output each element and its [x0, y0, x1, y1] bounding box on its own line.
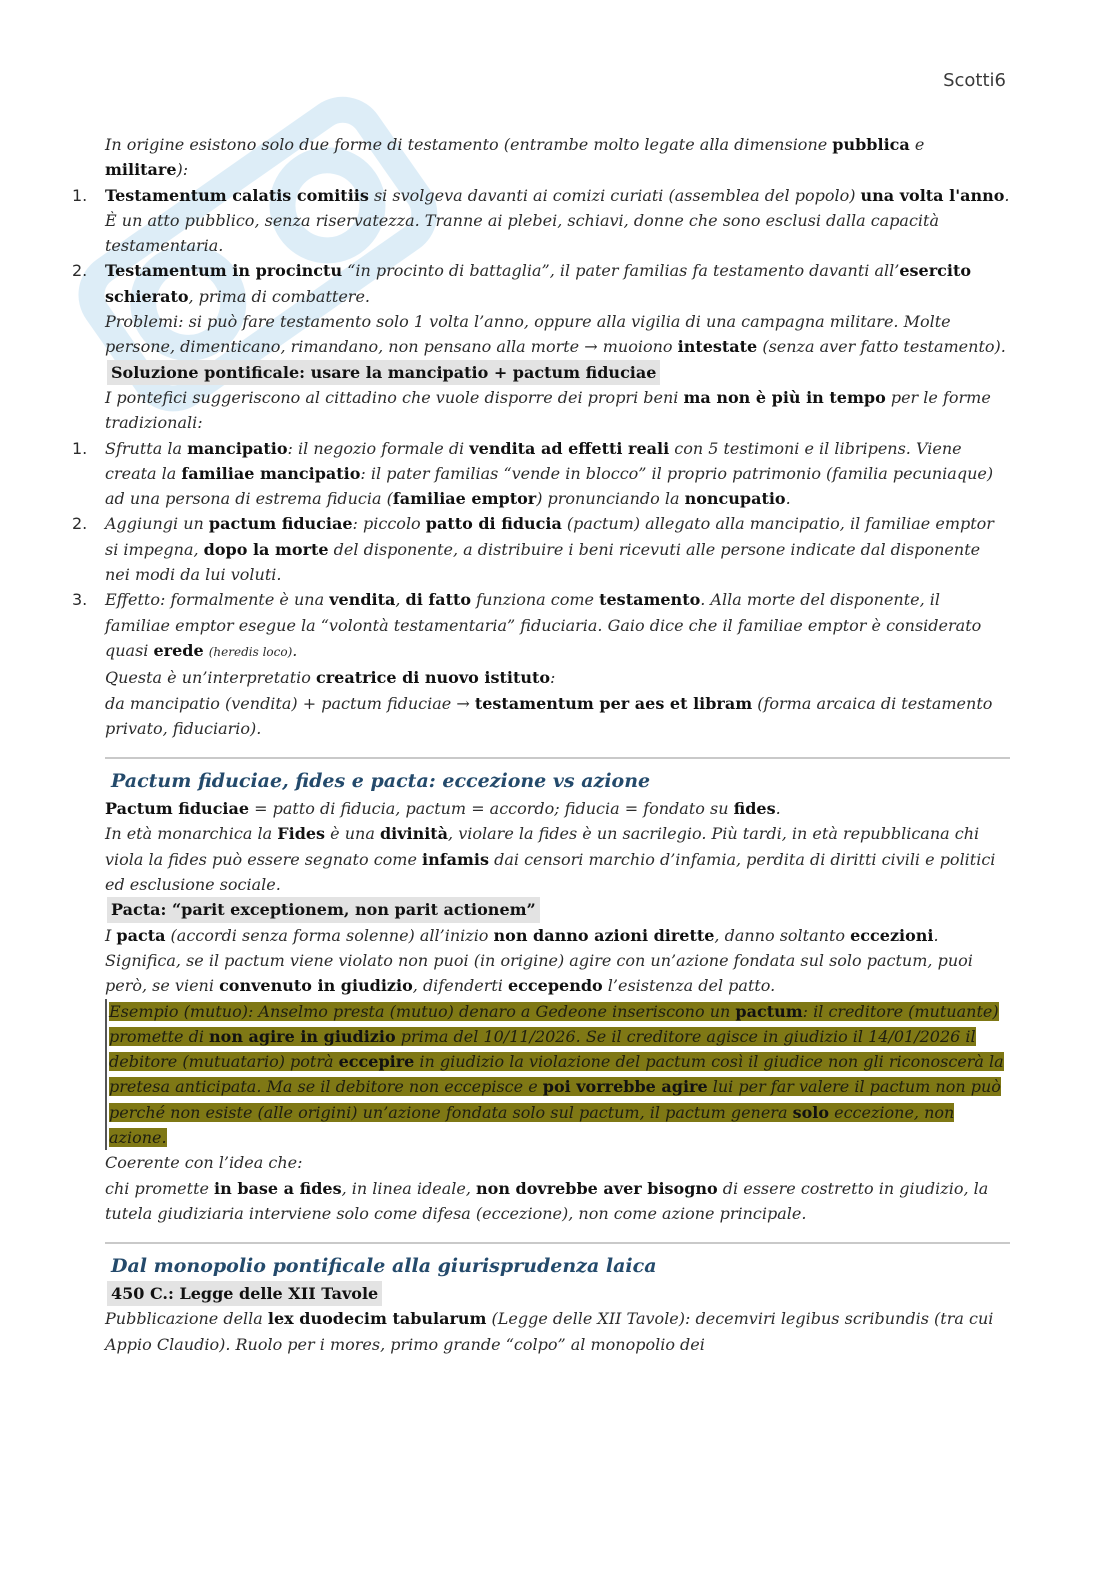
pacta-paragraph: I pacta (accordi senza forma solenne) all’inizio non danno azioni dirette, danno soltanto eccezioni. Significa, se il pactum viene violato non puoi (in origine) agire con un’azione fondata sul solo pactum, puoi però, se vieni convenuto in giudizio, difenderti eccependo l’esistenza del patto.: [105, 925, 973, 996]
list-item: 1. Sfrutta la mancipatio: il negozio formale di vendita ad effetti reali con 5 testimoni e il libripens. Viene creata la familiae mancipatio: il pater familias “vende in blocco” il proprio patrimonio (familia pecuniaque) ad una persona di estrema fiducia (familiae emptor) pronunciando la noncupatio.: [72, 438, 994, 509]
author-label: Scotti6: [943, 70, 1006, 91]
pactum-paragraph: Pactum fiduciae = patto di fiducia, pactum = accordo; fiducia = fondato su fides.: [105, 799, 781, 819]
list-item: 2. Testamentum in procinctu “in procinto di battaglia”, il pater familias fa testamento davanti all’esercito schierato, prima di combattere.: [72, 261, 972, 306]
document-body: [72, 132, 1010, 1357]
section-subheading: Pacta: “parit exceptionem, non parit actionem”: [105, 897, 1010, 922]
list-item: 2. Aggiungi un pactum fiduciae: piccolo patto di fiducia (pactum) allegato alla mancipatio, il familiae emptor si impegna, dopo la morte del disponente, a distribuire i beni ricevuti alle persone indicate dal disponente nei modi da lui voluti.: [72, 514, 994, 585]
section-subheading: Soluzione pontificale: usare la mancipatio + pactum fiduciae: [105, 360, 1010, 385]
highlighted-example: Esempio (mutuo): Anselmo presta (mutuo) denaro a Gedeone inseriscono un pactum: il creditore (mutuante) promette di non agire in giudizio prima del 10/11/2026. Se il creditore agisce in giudizio il 14/01/2026 il debitore (mutuatario) potrà eccepire in giudizio la violazione del pactum così il giudice non gli riconoscerà la pretesa anticipata. Ma se il debitore non eccepisce e poi vorrebbe agire lui per far valere il pactum non può perché non esiste (alle origini) un’azione fondata solo sul pactum, il pactum genera solo eccezione, non azione.: [105, 999, 1010, 1151]
pontifices-paragraph: I pontefici suggeriscono al cittadino che vuole disporre dei propri beni ma non è più in tempo per le forme tradizionali:: [105, 387, 991, 433]
problems-paragraph: Problemi: si può fare testamento solo 1 volta l’anno, oppure alla vigilia di una campagna militare. Molte persone, dimenticano, rimandano, non pensano alla morte → muoiono intestate (senza aver fatto testamento).: [105, 312, 1006, 357]
coherence-paragraph: chi promette in base a fides, in linea ideale, non dovrebbe aver bisogno di essere costretto in giudizio, la tutela giudiziaria interviene solo come difesa (eccezione), non come azione principale.: [105, 1178, 989, 1223]
list-item: 1. Testamentum calatis comitiis si svolgeva davanti ai comizi curiati (assemblea del popolo) una volta l'anno. È un atto pubblico, senza riservatezza. Tranne ai plebei, schiavi, donne che sono esclusi dalla capacità testamentaria.: [72, 185, 1010, 256]
section-subheading: 450 C.: Legge delle XII Tavole: [105, 1281, 1010, 1306]
xii-tables-paragraph: Pubblicazione della lex duodecim tabularum (Legge delle XII Tavole): decemviri legibus scribundis (tra cui Appio Claudio). Ruolo per i mores, primo grande “colpo” al monopolio dei: [105, 1309, 994, 1354]
list-item: 3. Effetto: formalmente è una vendita, di fatto funziona come testamento. Alla morte del disponente, il familiae emptor esegue la “volontà testamentaria” fiduciaria. Gaio dice che il familiae emptor è considerato quasi erede (heredis loco). Questa è un’interpretatio creatrice di nuovo istituto: da mancipatio (vendita) + pactum fiduciae → testamentum per aes et libram (forma arcaica di testamento privato, fiduciario).: [72, 590, 993, 738]
section-divider: [105, 757, 1010, 759]
coherence-line: Coerente con l’idea che:: [105, 1153, 303, 1173]
intro-paragraph: In origine esistono solo due forme di testamento (entrambe molto legate alla dimensione pubblica e militare):: [105, 135, 925, 180]
section-heading: Dal monopolio pontificale alla giurisprudenza laica: [111, 1255, 657, 1278]
section-heading: Pactum fiduciae, fides e pacta: eccezione vs azione: [111, 770, 651, 793]
section-divider: [105, 1242, 1010, 1244]
fides-paragraph: In età monarchica la Fides è una divinità, violare la fides è un sacrilegio. Più tardi, in età repubblicana chi viola la fides può essere segnato come infamis dai censori marchio d’infamia, perdita di diritti civili e politici ed esclusione sociale.: [105, 824, 996, 895]
